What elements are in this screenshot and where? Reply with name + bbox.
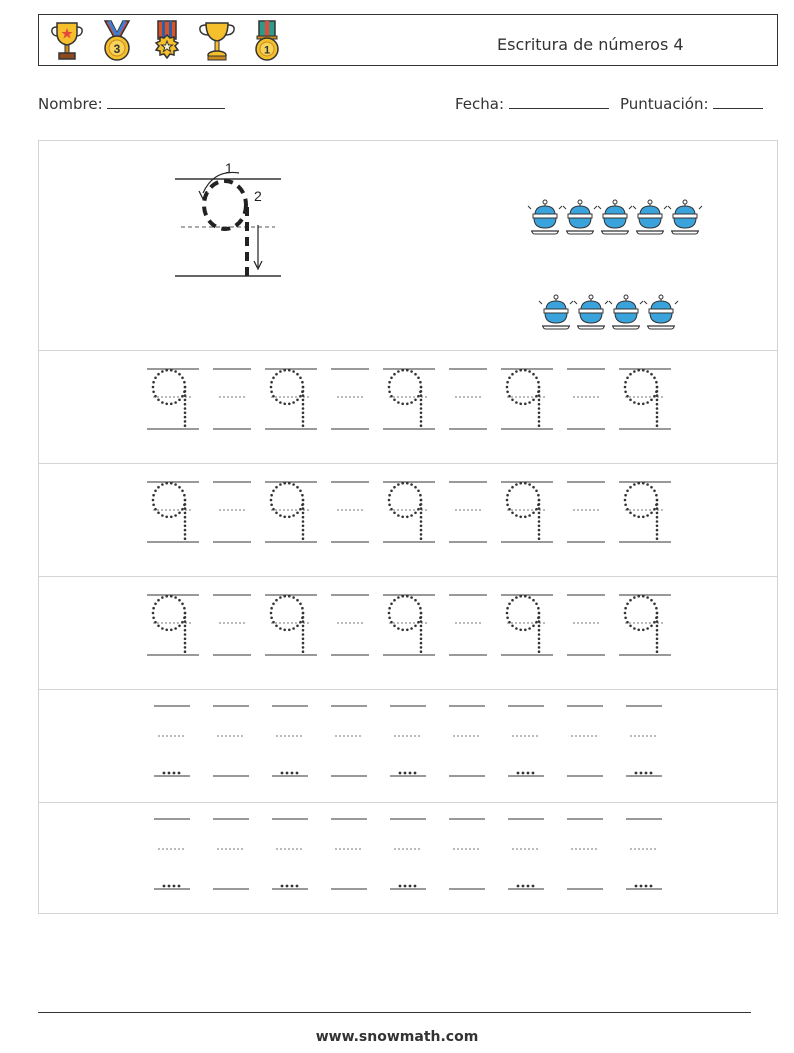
cup-icon xyxy=(197,19,237,63)
row-guides xyxy=(39,803,777,916)
robot-icon xyxy=(668,200,702,234)
robot-icon xyxy=(609,295,643,329)
row-guides xyxy=(39,464,777,577)
medal-star-icon xyxy=(147,19,187,63)
stroke-number-2: 2 xyxy=(254,188,262,204)
date-line[interactable] xyxy=(509,94,609,109)
trophy-icon xyxy=(47,19,87,63)
robot-icon xyxy=(563,200,597,234)
award-icons xyxy=(47,19,287,63)
row-guides xyxy=(39,690,777,803)
score-label: Puntuación: xyxy=(620,95,709,113)
svg-text:1: 1 xyxy=(263,44,271,57)
name-field[interactable] xyxy=(38,94,225,113)
traced-row[interactable] xyxy=(39,576,777,690)
date-label: Fecha: xyxy=(455,95,505,113)
score-line[interactable] xyxy=(713,94,763,109)
footer-url[interactable]: www.snowmath.com xyxy=(315,1029,479,1045)
demo-row xyxy=(39,141,777,350)
blank-row[interactable] xyxy=(39,802,777,916)
robot-icon xyxy=(539,295,573,329)
row-guides xyxy=(39,351,777,464)
row-guides xyxy=(39,577,777,690)
robot-icon xyxy=(633,200,667,234)
name-line[interactable] xyxy=(107,94,225,109)
name-label: Nombre: xyxy=(38,95,103,113)
svg-text:3: 3 xyxy=(113,42,121,56)
worksheet-title: Escritura de números 4 xyxy=(497,35,684,54)
traced-row[interactable] xyxy=(39,463,777,577)
score-field[interactable] xyxy=(620,94,763,113)
traced-row[interactable] xyxy=(39,350,777,464)
robot-icon xyxy=(528,200,562,234)
date-field[interactable] xyxy=(455,94,609,113)
footer-divider xyxy=(38,1012,751,1013)
blank-row[interactable] xyxy=(39,689,777,803)
header-box xyxy=(38,14,778,66)
medal-1-icon xyxy=(247,19,287,63)
practice-grid xyxy=(38,140,778,914)
robot-icon xyxy=(574,295,608,329)
stroke-number-1: 1 xyxy=(225,160,233,176)
counting-robots xyxy=(39,141,777,350)
robot-icon xyxy=(644,295,678,329)
robot-icon xyxy=(598,200,632,234)
medal-3-icon xyxy=(97,19,137,63)
